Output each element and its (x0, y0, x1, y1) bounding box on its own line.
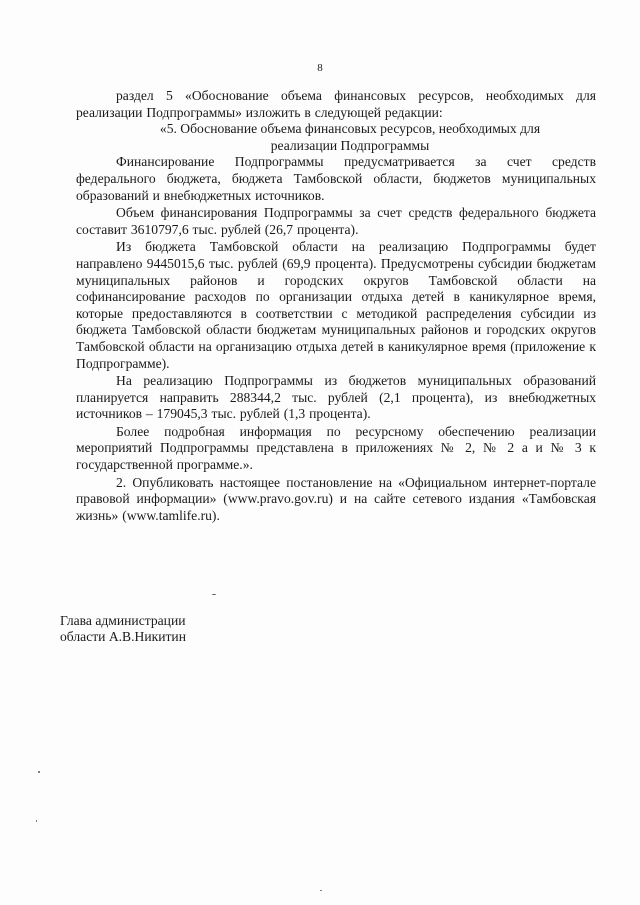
paragraph-regional-budget: Из бюджета Тамбовской области на реализацию Подпрограммы будет направлено 9445015,6 тыс. рублей (69,9 процента). Предусмотрены субсидии бюджетам муниципальных районов и городских округов Тамбовской области на софинансирование расходов по организации отдыха детей в каникулярное время, которые предоставляются в соответствии с методикой распределения субсидии из бюджета Тамбовской области бюджетам муниципальных районов и городских округов Тамбовской области на организацию отдыха детей в каникулярное время (приложение к Подпрограмме). (76, 239, 596, 371)
section-title-line-2: реализации Подпрограммы (270, 137, 430, 153)
intro-paragraph: раздел 5 «Обоснование объема финансовых ресурсов, необходимых для реализации Подпрограммы» изложить в следующей редакции: (76, 88, 596, 120)
signature-block (60, 613, 360, 645)
scan-speck (36, 820, 37, 822)
paragraph-federal-budget: Объем финансирования Подпрограммы за счет средств федерального бюджета составит 3610797,6 тыс. рублей (26,7 процента). (76, 205, 596, 237)
signature-name: области А.В.Никитин (60, 629, 186, 644)
scan-speck (320, 890, 322, 891)
paragraph-publication: 2. Опубликовать настоящее постановление на «Официальном интернет-портале правовой информации» (www.pravo.gov.ru) и на сайте сетевого издания «Тамбовская жизнь» (www.tamlife.ru). (76, 474, 596, 523)
paragraph-resource-details: Более подробная информация по ресурсному обеспечению реализации мероприятий Подпрограммы представлена в приложениях № 2, № 2 а и № 3 к государственной программе.». (76, 423, 596, 473)
signature-title: Глава администрации (60, 613, 186, 628)
scan-speck (38, 771, 40, 773)
scan-speck (212, 594, 216, 595)
paragraph-municipal-budget: На реализацию Подпрограммы из бюджетов муниципальных образований планируется направить 288344,2 тыс. рублей (2,1 процента), из внебюджетных источников – 179045,3 тыс. рублей (1,3 процента). (76, 373, 596, 422)
document-body (76, 88, 596, 524)
page-number: 8 (317, 62, 323, 74)
section-title-line-1: «5. Обоснование объема финансовых ресурсов, необходимых для (159, 121, 541, 137)
paragraph-financing-sources: Финансирование Подпрограммы предусматривается за счет средств федерального бюджета, бюджета Тамбовской области, бюджетов муниципальных образований и внебюджетных источников. (76, 154, 596, 203)
